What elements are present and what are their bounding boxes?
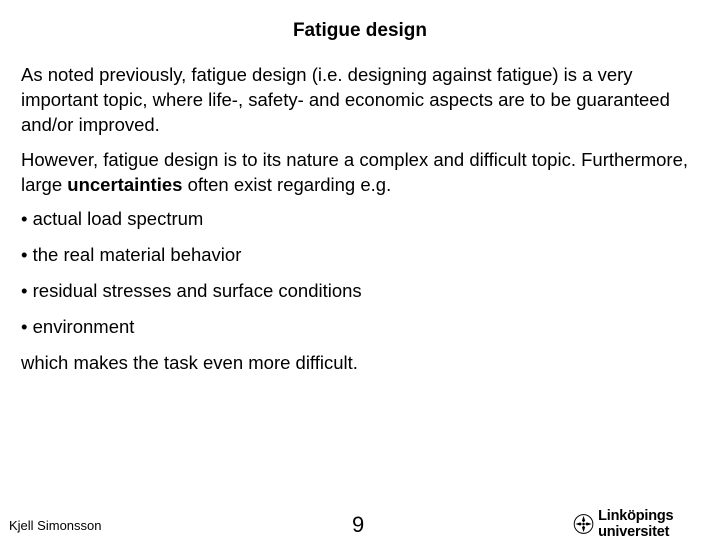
paragraph-uncertainties-start: However, fatigue design is to its nature a complex and difficult topic. Furthermore, large — [21, 149, 689, 195]
bullet-item: • residual stresses and surface conditions — [21, 280, 362, 301]
slide-title: Fatigue design — [292, 20, 428, 41]
paragraph-uncertainties-end: often exist regarding e.g. — [182, 174, 392, 195]
bullet-item: • the real material behavior — [21, 244, 242, 265]
uncertainties-bold: uncertainties — [67, 174, 183, 195]
footer-author: Kjell Simonsson — [9, 518, 102, 533]
paragraph-intro: As noted previously, fatigue design (i.e. designing against fatigue) is a very important topic, where life-, safety- and economic aspects are to be guaranteed and/or improved. — [21, 64, 670, 135]
paragraph-conclusion: which makes the task even more difficult. — [21, 352, 358, 373]
bullet-item: • environment — [21, 316, 135, 337]
logo-text: Linköpings universitet — [598, 508, 674, 540]
liu-logo-icon — [573, 511, 594, 537]
university-logo — [573, 509, 720, 539]
page-number: 9 — [352, 512, 365, 537]
paragraph-uncertainties — [21, 147, 701, 197]
bullet-item: • actual load spectrum — [21, 208, 204, 229]
